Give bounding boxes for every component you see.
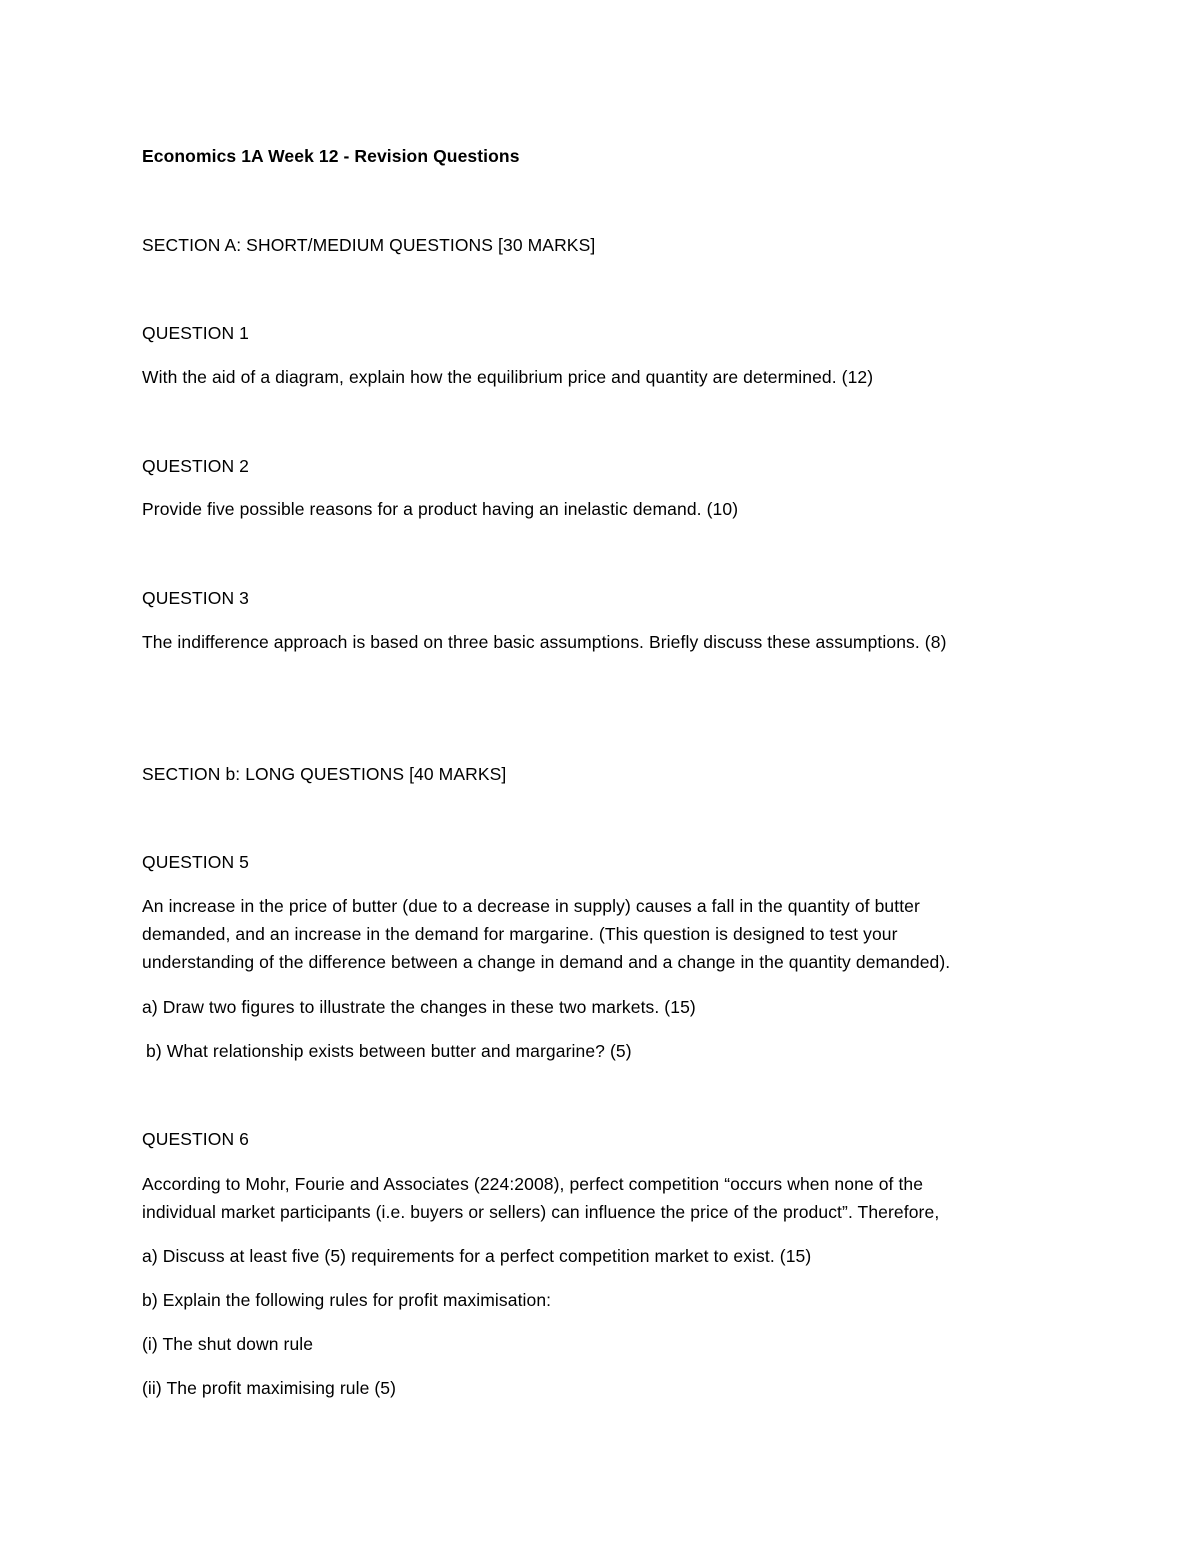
question-1-label: QUESTION 1	[142, 323, 249, 343]
document-title: Economics 1A Week 12 - Revision Questions	[142, 146, 520, 166]
question-3-label: QUESTION 3	[142, 588, 249, 608]
question-1-text: With the aid of a diagram, explain how the equilibrium price and quantity are determined. (12)	[142, 367, 874, 387]
question-2-label: QUESTION 2	[142, 456, 249, 476]
section-b-heading: SECTION b: LONG QUESTIONS [40 MARKS]	[142, 764, 507, 784]
question-6-text-line-1: According to Mohr, Fourie and Associates (224:2008), perfect competition “occurs when none of the	[142, 1174, 924, 1194]
section-a-heading: SECTION A: SHORT/MEDIUM QUESTIONS [30 MARKS]	[142, 235, 596, 255]
question-5-text-line-1: An increase in the price of butter (due to a decrease in supply) causes a fall in the quantity of butter	[142, 896, 920, 916]
question-6-part-b-i: (i) The shut down rule	[142, 1334, 314, 1354]
question-6-part-b: b) Explain the following rules for profit maximisation:	[142, 1290, 552, 1310]
question-5-text-line-3: understanding of the difference between a change in demand and a change in the quantity demanded).	[142, 952, 951, 972]
question-5-part-b: b) What relationship exists between butter and margarine? (5)	[146, 1041, 632, 1061]
question-2-text: Provide five possible reasons for a product having an inelastic demand. (10)	[142, 499, 739, 519]
question-6-part-a: a) Discuss at least five (5) requirements for a perfect competition market to exist. (15)	[142, 1246, 812, 1266]
question-5-label: QUESTION 5	[142, 852, 249, 872]
question-6-text-line-2: individual market participants (i.e. buyers or sellers) can influence the price of the product”. Therefore,	[142, 1202, 940, 1222]
question-6-label: QUESTION 6	[142, 1129, 249, 1149]
question-5-part-a: a) Draw two figures to illustrate the changes in these two markets. (15)	[142, 997, 696, 1017]
question-3-text: The indifference approach is based on three basic assumptions. Briefly discuss these assumptions. (8)	[142, 632, 947, 652]
question-5-text-line-2: demanded, and an increase in the demand for margarine. (This question is designed to test your	[142, 924, 898, 944]
question-6-part-b-ii: (ii) The profit maximising rule (5)	[142, 1378, 397, 1398]
